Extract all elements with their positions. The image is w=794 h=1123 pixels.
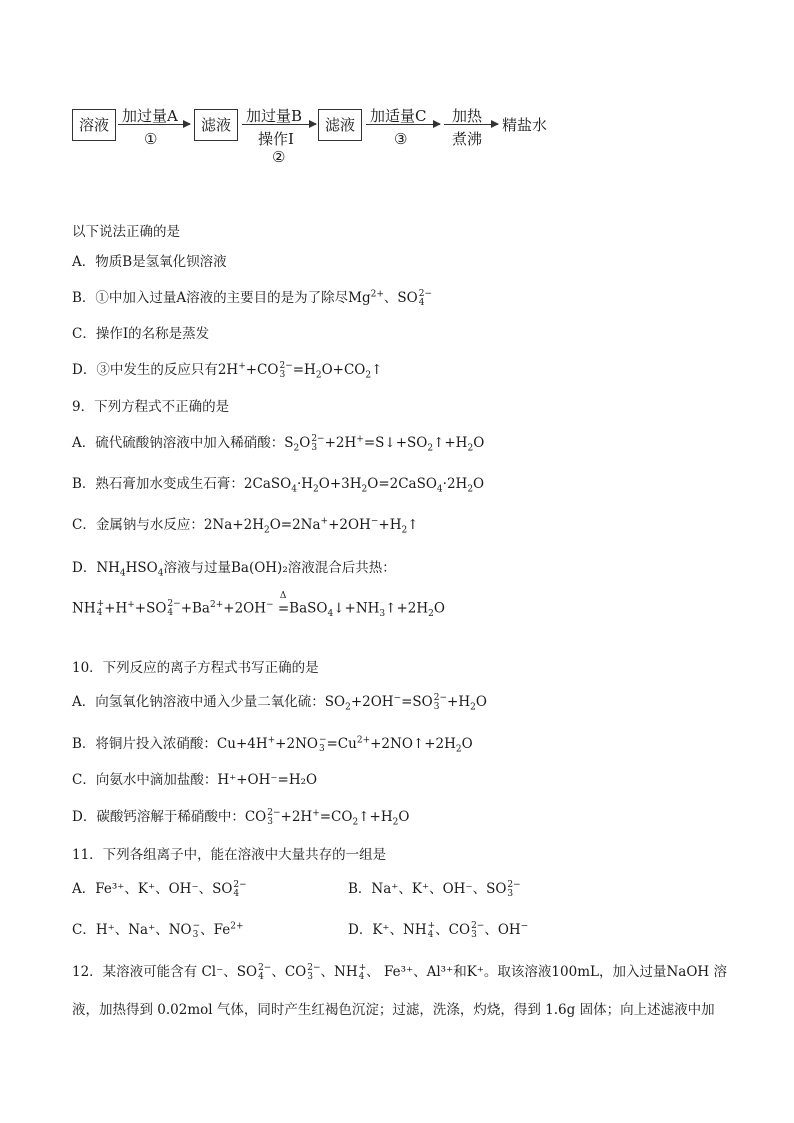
- flow-step2-reagent: 加过量B: [246, 107, 303, 125]
- flow-step2-operation: 操作I: [258, 130, 294, 148]
- q10-option-d: D．碳酸钙溶解于稀硝酸中：CO 2− 3 $+2H^+=CO_2↑+H_2O$: [72, 807, 410, 828]
- q8-stem: 以下说法正确的是: [72, 224, 180, 240]
- q12-line-2: 液，加热得到 0.02mol 气体，同时产生红褐色沉淀；过滤，洗涤，灼烧，得到 1.6g 固体；向上述滤液中加: [72, 1002, 715, 1018]
- q8-option-a: A．物质B是氢氧化钡溶液: [72, 254, 227, 270]
- q12-line-1: 12．某溶液可能含有 Cl⁻、SO 2− 4 、CO 2− 3 、NH + 4 、 Fe³⁺、Al³⁺和K⁺。取该溶液100mL，加入过量NaOH 溶: [72, 962, 727, 982]
- q10-option-a: A．向氢氧化钠溶液中通入少量二氧化硫：$SO_2+2OH^-=SO$ 2− 3 $+H_2O$: [72, 692, 487, 713]
- flow-box-solution: 溶液: [72, 109, 116, 141]
- flow-step2-number: ②: [272, 148, 286, 166]
- process-flow-diagram: [72, 100, 592, 180]
- q11-option-b: B．Na⁺、K⁺、OH⁻、SO 2− 3: [348, 879, 521, 899]
- q9-option-d: D．$NH_4HSO_4$溶液与过量Ba(OH)₂溶液混合后共热：: [72, 560, 396, 579]
- flow-step1-number: ①: [144, 130, 158, 148]
- flow-step4-bottom: 煮沸: [452, 130, 483, 148]
- q10-option-c: C．向氨水中滴加盐酸：H⁺+OH⁻=H₂O: [72, 772, 318, 788]
- q11-stem: 11．下列各组离子中，能在溶液中大量共存的一组是: [72, 847, 387, 863]
- q11-option-d: D．K⁺、NH + 4 、CO 2− 3 、OH−: [348, 920, 529, 940]
- flow-step1-reagent: 加过量A: [122, 107, 178, 125]
- q10-option-b: B．将铜片投入浓硝酸：Cu+4H++2NO − 3 $=Cu^{2+}+2NO↑+2H_2O$: [72, 734, 473, 755]
- q9-option-c: C．金属钠与水反应：$2Na+2H_2O=2Na^++2OH^-+H_2↑$: [72, 516, 419, 536]
- flow-step4-top: 加热: [452, 107, 483, 125]
- q9-option-b: B．熟石膏加水变成生石膏：$2CaSO_4\cdot H_2O+3H_2O=2CaSO_4\cdot 2H_2O$: [72, 476, 485, 495]
- q9-stem: 9．下列方程式不正确的是: [72, 399, 230, 415]
- q11-option-a: A．Fe³⁺、K⁺、OH⁻、SO 2− 4: [72, 879, 247, 899]
- flow-box-filtrate-2: 滤液: [318, 109, 362, 141]
- q11-option-c: C．H⁺、Na⁺、NO − 3 、$Fe^{2+}$: [72, 920, 244, 940]
- flow-step3-number: ③: [394, 130, 408, 148]
- q9-option-a: A．硫代硫酸钠溶液中加入稀硝酸：$S_2O$ 2− 3 $+2H^+=S↓+SO_2↑+H_2O$: [72, 433, 485, 454]
- q8-option-c: C．操作I的名称是蒸发: [72, 326, 210, 342]
- q8-option-d: D．③中发生的反应只有2H++CO 2− 3 $=H_2O+CO_2↑$: [72, 360, 383, 381]
- flow-step3-reagent: 加适量C: [370, 107, 427, 125]
- q9-option-d-equation: NH + 4 +H++SO 2− 4 $+Ba^{2+}+2OH^-$ = Δ $BaSO_4↓+NH_3↑+2H_2O$: [72, 590, 445, 620]
- flow-box-filtrate-1: 滤液: [194, 109, 238, 141]
- q10-stem: 10．下列反应的离子方程式书写正确的是: [72, 660, 319, 676]
- flow-product: 精盐水: [502, 116, 548, 134]
- q8-option-b: B．①中加入过量A溶液的主要目的是为了除尽$Mg^{2+}$、SO 2− 4: [72, 288, 433, 308]
